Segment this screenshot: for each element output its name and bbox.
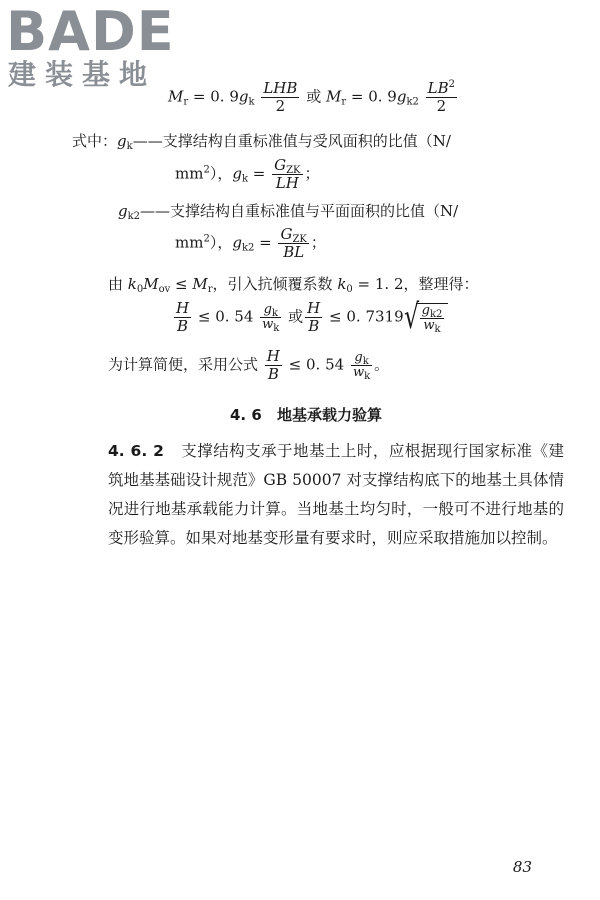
section-title: 地基承载力验算	[277, 406, 383, 424]
section-heading	[230, 404, 382, 425]
section-number: 4. 6	[230, 406, 262, 424]
page-number: 83	[512, 858, 532, 876]
brand-logo-cjk: 建装基地	[8, 58, 157, 91]
formula-overturning-moment: $M_r = 0$. $9g_k$ $\frac{\text{LHB}}{2}$ 或 $M_r = 0$. $9g_{k2}$ $\frac{LB^2}{2}$	[168, 79, 456, 115]
clause-number: 4. 6. 2	[108, 442, 164, 460]
definition-gk-formula: $mm^2$），$g_k$ = $\frac{G_{ZK}}{LH}$ ；	[175, 156, 320, 192]
definition-gk: 式中：$g_k——$支撑结构自重标准值与受风面积的比值（N/	[72, 132, 451, 152]
derivation-text: 由 $k_0M_{ov} \le M_r$，引入抗倾覆系数 $k_0 = 1$. 2，整理得：	[108, 275, 479, 295]
formula-height-width-ratio: $\frac{H}{B}$ ≤ 0. 54 $\frac{g_k}{w_k}$ 或 $\frac{H}{B}$ ≤ 0. 7319 √ $\frac{g_{k2}}{w_k}$	[172, 300, 448, 335]
definition-gk2-formula: $mm^2$），$g_{k2}$ = $\frac{G_{ZK}}{BL}$ ；	[175, 225, 326, 261]
clause-text: 支撑结构支承于地基土上时，应根据现行国家标准《建筑地基基础设计规范》GB 50007 对支撑结构底下的地基土具体情况进行地基承载能力计算。当地基土均匀时，一般可不进行地基的变形验算。如果对地基变形量有要求时，则应采取措施加以控制。	[108, 442, 564, 547]
clause-paragraph	[108, 437, 564, 553]
simplified-formula: 为计算简便，采用公式 $\frac{H}{B}$ ≤ 0. 54 $\frac{g_k}{w_k}$ 。	[108, 347, 390, 383]
definition-gk2: $g_{k2}——$支撑结构自重标准值与平面面积的比值（N/	[118, 202, 459, 222]
brand-logo-latin: BADE	[6, 0, 175, 63]
